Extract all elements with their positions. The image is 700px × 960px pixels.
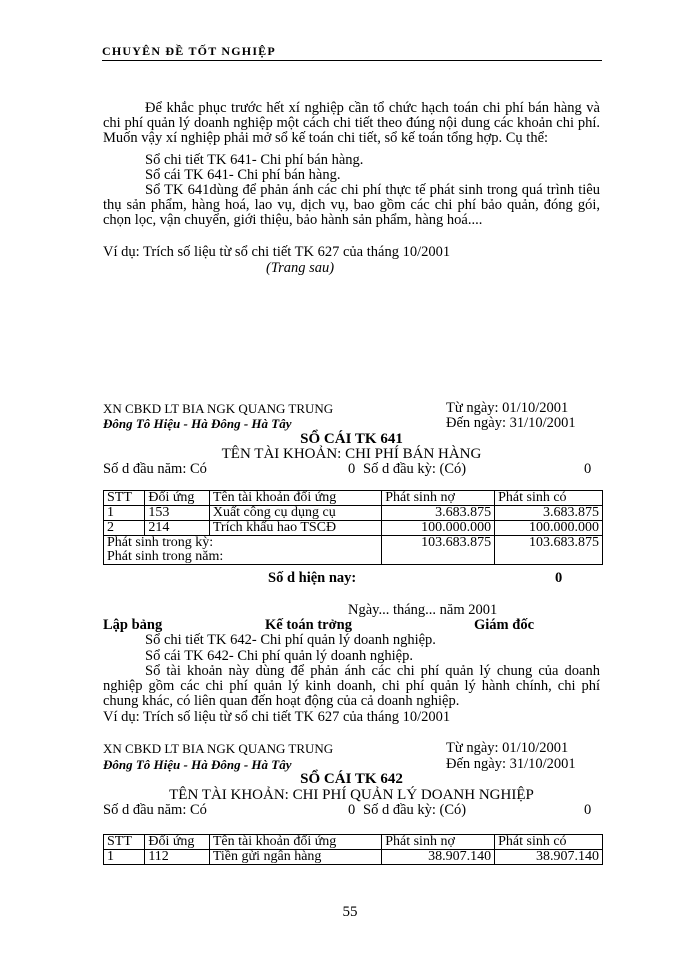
cell-co: 100.000.000 bbox=[495, 521, 603, 536]
period-co: 103.683.875 bbox=[495, 536, 603, 551]
cell-no: 38.907.140 bbox=[382, 850, 495, 865]
ledger1-from-date: Từ ngày: 01/10/2001 bbox=[446, 400, 569, 416]
year-co bbox=[495, 550, 603, 565]
period-label: Phát sinh trong kỳ: bbox=[104, 536, 382, 551]
cell-no: 3.683.875 bbox=[382, 506, 495, 521]
cell-stt: 1 bbox=[104, 850, 145, 865]
period-no: 103.683.875 bbox=[382, 536, 495, 551]
cell-stt: 1 bbox=[104, 506, 145, 521]
ledger2-from-date: Từ ngày: 01/10/2001 bbox=[446, 740, 569, 756]
col-stt: STT bbox=[104, 491, 145, 506]
middle-paragraph: Sổ tài khoản này dùng để phản ánh các chi phí quản lý chung của doanh nghiệp gồm các chi phí quản lý kinh doanh, chi phí quản lý hành chính, chi phí chung khác, có liên quan đến hoạt động của cả doanh nghiệp. bbox=[103, 663, 600, 709]
ledger2-opening-year: Số d đầu năm: Có bbox=[103, 802, 207, 818]
year-no bbox=[382, 550, 495, 565]
cell-ten: Trích khấu hao TSCĐ bbox=[209, 521, 381, 536]
ledger1-current-balance-label: Số d hiện nay: bbox=[268, 570, 357, 586]
table-header-row bbox=[104, 835, 603, 850]
intro-paragraph-2: Sổ TK 641dùng để phản ánh các chi phí thực tế phát sinh trong quá trình tiêu thụ sản phẩm, hàng hoá, lao vụ, dịch vụ, bao gồm các chi phí bảo quản, đóng gói, chọn lọc, vận chuyển, giới thiệu, bảo hành sản phẩm, hàng hoá.... bbox=[103, 182, 600, 228]
year-label: Phát sinh trong năm: bbox=[104, 550, 382, 565]
ledger1-title: SỔ CÁI TK 641 bbox=[300, 431, 403, 447]
document-header: CHUYÊN ĐỀ TỐT NGHIỆP bbox=[102, 44, 276, 58]
signature-director: Giám đốc bbox=[474, 617, 535, 633]
ledger2-address: Đông Tô Hiệu - Hà Đông - Hà Tây bbox=[103, 757, 292, 772]
ledger1-opening-period: Số d đầu kỳ: (Có) bbox=[363, 461, 467, 477]
ledger2-table bbox=[103, 834, 603, 865]
ledger2-opening-period: Số d đầu kỳ: (Có) bbox=[363, 802, 467, 818]
intro-example: Ví dụ: Trích số liệu từ sổ chi tiết TK 627 của tháng 10/2001 bbox=[103, 244, 451, 260]
table-row bbox=[104, 850, 603, 865]
ledger1-company: XN CBKD LT BIA NGK QUANG TRUNG bbox=[103, 401, 334, 416]
ledger1-current-balance-value: 0 bbox=[555, 570, 563, 586]
cell-no: 100.000.000 bbox=[382, 521, 495, 536]
col-ten-tk: Tên tài khoản đối ứng bbox=[209, 491, 381, 506]
signature-accountant: Kế toán trởng bbox=[265, 617, 352, 633]
cell-co: 38.907.140 bbox=[495, 850, 603, 865]
next-page-note: (Trang sau) bbox=[266, 260, 335, 276]
year-total-row bbox=[104, 550, 603, 565]
cell-doi-ung: 153 bbox=[145, 506, 210, 521]
cell-stt: 2 bbox=[104, 521, 145, 536]
ledger2-account-name: TÊN TÀI KHOẢN: CHI PHÍ QUẢN LÝ DOANH NGHIỆP bbox=[169, 787, 534, 803]
col-doi-ung: Đối ứng bbox=[145, 835, 210, 850]
col-phat-sinh-no: Phát sinh nợ bbox=[382, 835, 495, 850]
ledger2-opening-period-value: 0 bbox=[584, 802, 592, 818]
ledger1-opening-year-value: 0 bbox=[348, 461, 356, 477]
ledger1-address: Đông Tô Hiệu - Hà Đông - Hà Tây bbox=[103, 416, 292, 431]
ledger1-account-name: TÊN TÀI KHOẢN: CHI PHÍ BÁN HÀNG bbox=[221, 446, 482, 462]
ledger2-opening-year-value: 0 bbox=[348, 802, 356, 818]
table-row bbox=[104, 521, 603, 536]
intro-line-2: Sổ cái TK 641- Chi phí bán hàng. bbox=[145, 167, 341, 183]
header-divider bbox=[102, 60, 602, 61]
cell-co: 3.683.875 bbox=[495, 506, 603, 521]
table-header-row bbox=[104, 491, 603, 506]
ledger1-table bbox=[103, 490, 603, 565]
intro-paragraph-1: Để khắc phục trước hết xí nghiệp cần tổ chức hạch toán chi phí bán hàng và chi phí quản lý doanh nghiệp một cách chi tiết theo đúng nội dung các khoản chi phí. Muốn vậy xí nghiệp phải mở sổ kế toán chi tiết, sổ kế toán tổng hợp. Cụ thể: bbox=[103, 100, 600, 146]
middle-line-1: Sổ chi tiết TK 642- Chi phí quản lý doanh nghiệp. bbox=[145, 632, 436, 648]
col-stt: STT bbox=[104, 835, 145, 850]
ledger2-to-date: Đến ngày: 31/10/2001 bbox=[446, 756, 576, 772]
middle-line-2: Sổ cái TK 642- Chi phí quản lý doanh nghiệp. bbox=[145, 648, 413, 664]
cell-doi-ung: 214 bbox=[145, 521, 210, 536]
cell-ten: Xuất công cụ dụng cụ bbox=[209, 506, 381, 521]
col-phat-sinh-co: Phát sinh có bbox=[495, 491, 603, 506]
ledger1-opening-year: Số d đầu năm: Có bbox=[103, 461, 207, 477]
col-ten-tk: Tên tài khoản đối ứng bbox=[209, 835, 381, 850]
col-phat-sinh-no: Phát sinh nợ bbox=[382, 491, 495, 506]
page-number: 55 bbox=[342, 904, 358, 920]
cell-doi-ung: 112 bbox=[145, 850, 210, 865]
middle-example: Ví dụ: Trích số liệu từ sổ chi tiết TK 627 của tháng 10/2001 bbox=[103, 709, 451, 725]
signature-creator: Lập bảng bbox=[103, 617, 163, 633]
ledger2-company: XN CBKD LT BIA NGK QUANG TRUNG bbox=[103, 741, 334, 756]
ledger1-opening-period-value: 0 bbox=[584, 461, 592, 477]
intro-line-1: Sổ chi tiết TK 641- Chi phí bán hàng. bbox=[145, 152, 364, 168]
col-phat-sinh-co: Phát sinh có bbox=[495, 835, 603, 850]
cell-ten: Tiền gửi ngân hàng bbox=[209, 850, 381, 865]
period-total-row bbox=[104, 536, 603, 551]
ledger2-title: SỔ CÁI TK 642 bbox=[300, 771, 403, 787]
table-row bbox=[104, 506, 603, 521]
col-doi-ung: Đối ứng bbox=[145, 491, 210, 506]
signature-date: Ngày... tháng... năm 2001 bbox=[348, 602, 498, 618]
ledger1-to-date: Đến ngày: 31/10/2001 bbox=[446, 415, 576, 431]
